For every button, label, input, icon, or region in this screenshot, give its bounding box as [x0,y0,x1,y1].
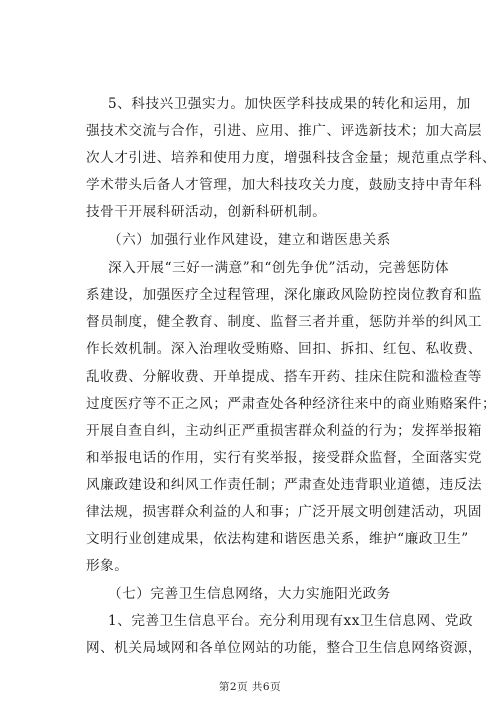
text-line-7: 深入开展“三好一满意”和“创先争优”活动，完善惩防体 [108,260,450,276]
text-line-2: 强技术交流与合作，引进、应用、推广、评选新技术；加大高层 [86,123,483,139]
section-heading-6: （六）加强行业作风建设，建立和谐医患关系 [108,232,391,248]
text-line-10: 作长效机制。深入治理收受贿赂、回扣、拆扣、红包、私收费、 [86,341,483,357]
text-line-8: 系建设，加强医疗全过程管理，深化廉政风险防控岗位教育和监 [86,287,483,303]
text-line-15: 风廉政建设和纠风工作责任制；严肃查处违背职业道德，违反法 [86,477,483,493]
page-number-footer: 第2页 共6页 [218,681,282,693]
section-heading-7: （七）完善卫生信息网络，大力实施阳光政务 [108,586,391,602]
text-line-5: 技骨干开展科研活动，创新科研机制。 [86,204,327,220]
text-line-12: 过度医疗等不正之风；严肃查处各种经济往来中的商业贿赂案件； [86,396,497,412]
text-line-13: 开展自查自纠，主动纠正严重损害群众利益的行为；发挥举报箱 [86,423,483,439]
text-line-20: 1、完善卫生信息平台。充分利用现有xx卫生信息网、党政 [108,613,474,629]
text-line-17: 文明行业创建成果，依法构建和谐医患关系，维护“廉政卫生” [86,531,469,547]
text-line-14: 和举报电话的作用，实行有奖举报，接受群众监督，全面落实党 [86,450,483,466]
text-line-11: 乱收费、分解收费、开单提成、搭车开药、挂床住院和滥检查等 [86,369,483,385]
text-line-9: 督员制度，健全教育、制度、监督三者并重，惩防并举的纠风工 [86,314,483,330]
text-line-1: 5、科技兴卫强实力。加快医学科技成果的转化和运用，加 [108,96,471,112]
text-line-4: 学术带头后备人才管理，加大科技攻关力度，鼓励支持中青年科 [86,177,483,193]
text-line-21: 网、机关局域网和各单位网站的功能，整合卫生信息网络资源， [86,640,483,656]
text-line-16: 律法规，损害群众利益的人和事；广泛开展文明创建活动，巩固 [86,504,483,520]
text-line-18: 形象。 [86,558,129,574]
text-line-3: 次人才引进、培养和使用力度，增强科技含金量；规范重点学科、 [86,150,497,166]
